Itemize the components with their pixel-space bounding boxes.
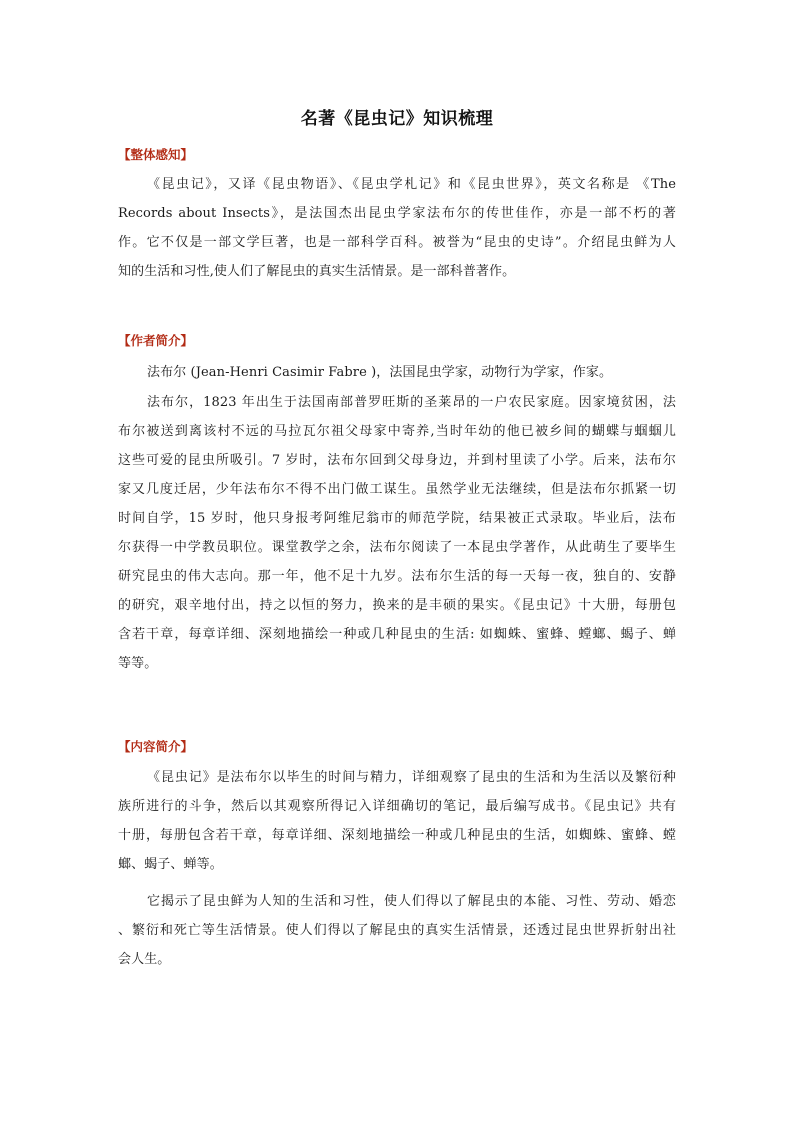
paragraph-line: 知的生活和习性,使人们了解昆虫的真实生活情景。是一部科普著作。 <box>118 264 516 279</box>
paragraph-line: 族所进行的斗争，然后以其观察所得记入详细确切的笔记，最后编写成书。《昆虫记》共有 <box>118 799 676 814</box>
paragraph-line: Records about Insects》，是法国杰出昆虫学家法布尔的传世佳作，亦是一部不朽的著 <box>118 206 676 221</box>
paragraph-line: 它揭示了昆虫鲜为人知的生活和习性，使人们得以了解昆虫的本能、习性、劳动、婚恋 <box>147 894 676 909</box>
paragraph-line: 这些可爱的昆虫所吸引。7 岁时，法布尔回到父母身边，并到村里读了小学。后来，法布尔 <box>118 453 676 468</box>
overview-paragraph <box>118 170 676 286</box>
page-title: 名著《昆虫记》知识梳理 <box>300 109 494 129</box>
author-bio-paragraph <box>118 388 676 678</box>
paragraph-line: 螂、蝎子、蝉等。 <box>118 857 223 872</box>
paragraph-line: 会人生。 <box>118 952 171 967</box>
paragraph-line: 等等。 <box>118 656 158 671</box>
paragraph-line: 的研究，艰辛地付出，持之以恒的努力，换来的是丰硕的果实。《昆虫记》十大册，每册包 <box>118 598 676 613</box>
paragraph-line: 十册，每册包含若干章，每章详细、深刻地描绘一种或几种昆虫的生活，如蜘蛛、蜜蜂、螳 <box>118 828 676 843</box>
paragraph-line: 法布尔，1823 年出生于法国南部普罗旺斯的圣莱昂的一户农民家庭。因家境贫困，法 <box>147 395 676 410</box>
paragraph-line: 尔获得一中学教员职位。课堂教学之余，法布尔阅读了一本昆虫学著作，从此萌生了要毕生 <box>118 540 676 555</box>
paragraph-line: 含若干章，每章详细、深刻地描绘一种或几种昆虫的生活: 如蜘蛛、蜜蜂、螳螂、蝎子、蝉 <box>118 627 676 642</box>
paragraph-line: 法布尔 (Jean-Henri Casimir Fabre )，法国昆虫学家，动物行为学家，作家。 <box>147 365 613 380</box>
section-heading-overview: 【整体感知】 <box>118 147 194 162</box>
section-heading-content: 【内容简介】 <box>118 739 194 754</box>
content-paragraph <box>118 763 676 879</box>
paragraph-line: 家又几度迁居，少年法布尔不得不出门做工谋生。虽然学业无法继续，但是法布尔抓紧一切 <box>118 482 676 497</box>
paragraph-line: 时间自学，15 岁时，他只身报考阿维尼翁市的师范学院，结果被正式录取。毕业后，法布 <box>118 511 676 526</box>
paragraph-line: 研究昆虫的伟大志向。那一年，他不足十九岁。法布尔生活的每一天每一夜，独自的、安静 <box>118 569 676 584</box>
paragraph-line: 《昆虫记》是法布尔以毕生的时间与精力，详细观察了昆虫的生活和为生活以及繁衍种 <box>147 770 676 785</box>
paragraph-line: 布尔被送到离该村不远的马拉瓦尔祖父母家中寄养,当时年幼的他已被乡间的蝴蝶与蝈蝈儿 <box>118 424 676 439</box>
section-heading-author: 【作者简介】 <box>118 333 194 348</box>
content-summary-paragraph <box>118 887 676 974</box>
paragraph-line: 《昆虫记》，又译《昆虫物语》、《昆虫学札记》和《昆虫世界》，英文名称是 《The <box>147 177 676 192</box>
paragraph-line: 作。它不仅是一部文学巨著，也是一部科学百科。被誉为“昆虫的史诗”。介绍昆虫鲜为人 <box>118 235 676 250</box>
author-intro-paragraph <box>118 358 676 387</box>
paragraph-line: 、繁衍和死亡等生活情景。使人们得以了解昆虫的真实生活情景，还透过昆虫世界折射出社 <box>118 923 676 938</box>
